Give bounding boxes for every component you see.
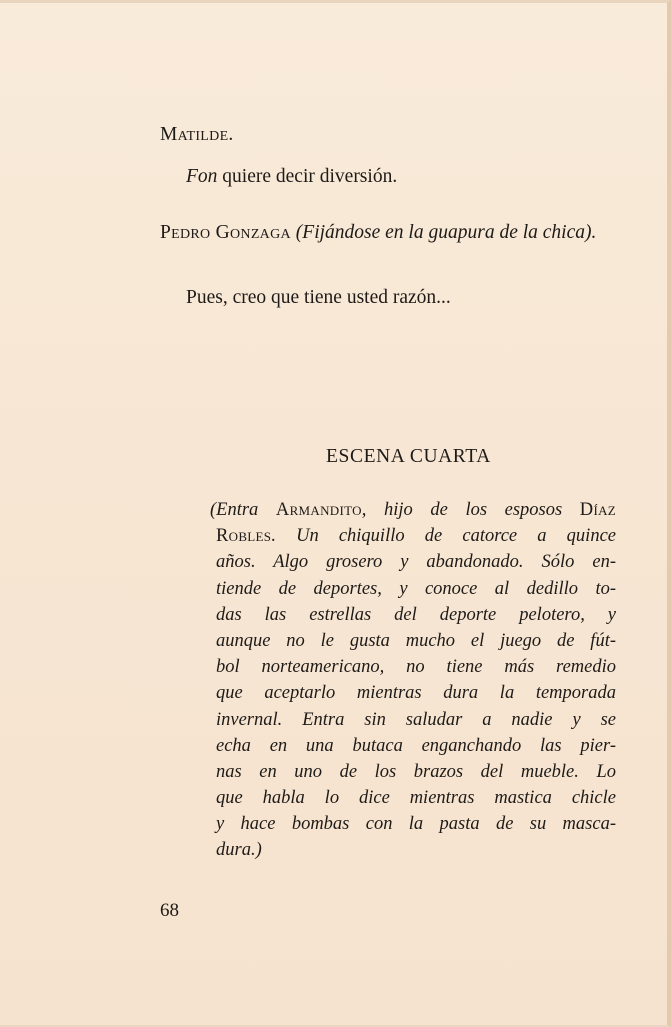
character-name: Díaz <box>579 500 616 520</box>
inline-stage-direction: (Fijándose en la guapura de la chica). <box>295 222 597 243</box>
stage-direction-line: años. Algo grosero y abandonado. Sólo en- <box>216 552 616 573</box>
stage-direction-line: que habla lo dice mientras mastica chicle <box>216 788 616 809</box>
speaker-name: Pedro Gonzaga <box>160 222 291 243</box>
scene-heading: ESCENA CUARTA <box>326 446 491 467</box>
dialogue-text: quiere decir diversión. <box>217 166 398 187</box>
dialogue-line: Pues, creo que tiene usted razón... <box>186 287 451 308</box>
stage-direction-line: (Entra Armandito, hijo de los esposos Díaz <box>210 500 616 520</box>
stage-direction-line: dura.) <box>216 840 262 861</box>
speaker-name: Matilde. <box>160 124 234 145</box>
stage-direction-line: das las estrellas del deporte pelotero, y <box>216 604 616 625</box>
stage-direction <box>210 497 616 864</box>
character-name: Armandito <box>275 500 362 520</box>
stage-direction-line: nas en uno de los brazos del mueble. Lo <box>216 761 616 782</box>
speaker-with-direction <box>160 219 616 246</box>
stage-direction-line: Robles. Un chiquillo de catorce a quince <box>216 526 616 547</box>
stage-direction-line: echa en una butaca enganchando las pier- <box>216 735 616 756</box>
character-name: Robles <box>216 526 272 547</box>
stage-direction-line: que aceptarlo mientras dura la temporada <box>216 683 616 704</box>
stage-direction-line: tiende de deportes, y conoce al dedillo to- <box>216 578 616 599</box>
page-number: 68 <box>160 900 179 921</box>
stage-direction-line: bol norteamericano, no tiene más remedio <box>216 657 616 678</box>
dialogue-italic-word: Fon <box>186 166 218 187</box>
stage-direction-line: aunque no le gusta mucho el juego de fút- <box>216 630 616 651</box>
dialogue-line <box>186 167 397 187</box>
stage-direction-line: y hace bombas con la pasta de su masca- <box>216 814 616 835</box>
stage-direction-line: invernal. Entra sin saludar a nadie y se <box>216 709 616 730</box>
